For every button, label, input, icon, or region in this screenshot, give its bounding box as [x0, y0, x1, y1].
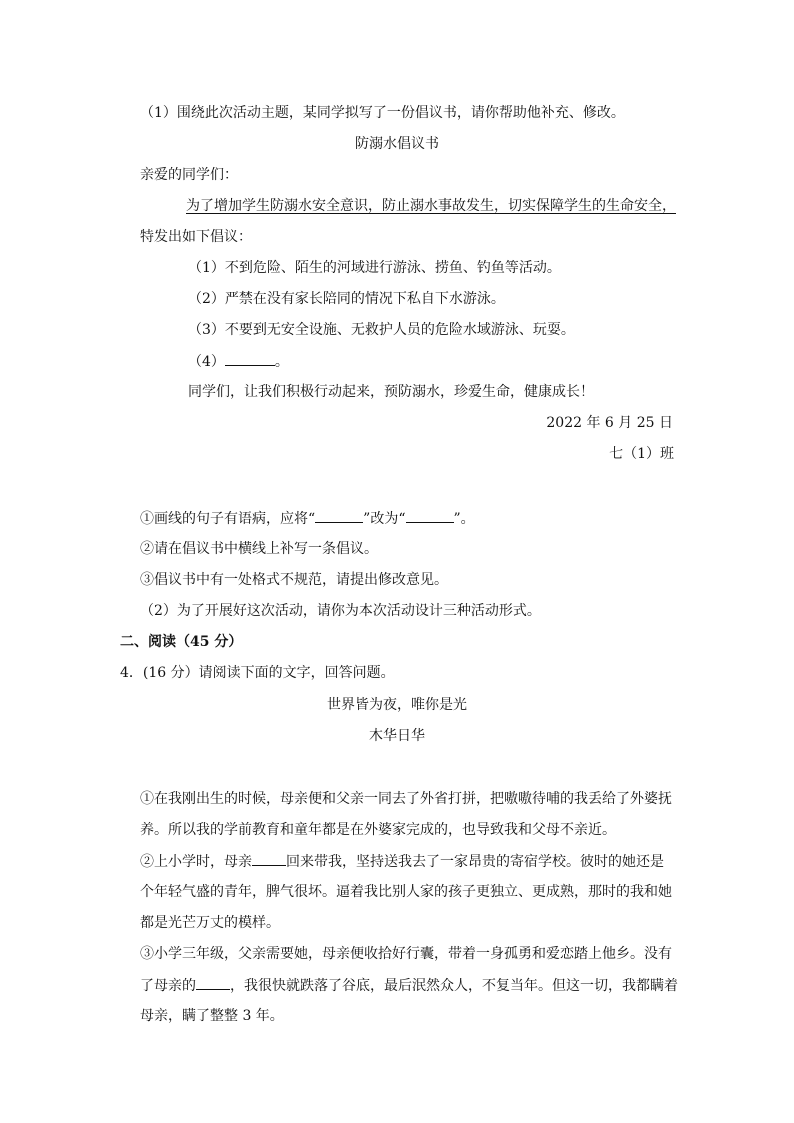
p3-line2-a: 了母亲的	[140, 978, 196, 994]
p2-line1-a: ②上小学时，母亲	[140, 854, 252, 870]
paragraph-3-line-3: 母亲，瞒了整整 3 年。	[140, 1008, 284, 1024]
paragraph-1-line-1: ①在我刚出生的时候，母亲便和父亲一同去了外省打拼，把嗷嗷待哺的我丢给了外婆抚	[140, 791, 672, 807]
paragraph-2-line-1	[140, 851, 664, 872]
date: 2022 年 6 月 25 日	[546, 415, 673, 431]
question-2: （2）为了开展好这次活动，请你为本次活动设计三种活动形式。	[140, 603, 541, 619]
article-title: 世界皆为夜，唯你是光	[327, 697, 467, 713]
continuation: 特发出如下倡议：	[140, 229, 252, 245]
proposal-item-3: （3）不要到无安全设施、无救护人员的危险水域游泳、玩耍。	[188, 322, 575, 338]
sub-question-3: ③倡议书中有一处格式不规范，请提出修改意见。	[140, 572, 448, 588]
proposal-item-2: （2）严禁在没有家长陪同的情况下私自下水游泳。	[188, 291, 505, 307]
item4-suffix: 。	[274, 354, 289, 370]
sub1-mid: ”改为“	[363, 511, 406, 527]
paragraph-2-line-2: 个年轻气盛的青年，脾气很坏。逼着我比别人家的孩子更独立、更成熟，那时的我和她	[140, 884, 672, 900]
paragraph-3-line-2	[140, 975, 678, 996]
answer-blank-item4[interactable]	[225, 351, 275, 366]
proposal-item-4	[188, 351, 289, 372]
answer-blank-original[interactable]	[315, 508, 363, 523]
answer-blank-p3[interactable]	[196, 975, 230, 990]
underlined-sentence: 为了增加学生防溺水安全意识，防止溺水事故发生，切实保障学生的生命安全，	[186, 198, 676, 214]
salutation: 亲爱的同学们：	[140, 167, 238, 183]
answer-blank-p2[interactable]	[252, 851, 286, 866]
item4-prefix: （4）	[188, 354, 225, 370]
closing: 同学们，让我们积极行动起来，预防溺水，珍爱生命，健康成长！	[188, 384, 594, 400]
paragraph-1-line-2: 养。所以我的学前教育和童年都是在外婆家完成的，也导致我和父母不亲近。	[140, 822, 616, 838]
sub-question-1	[140, 508, 475, 529]
signature: 七（1）班	[609, 446, 674, 462]
p3-line2-b: ，我很快就跌落了谷底，最后泯然众人，不复当年。但这一切，我都瞒着	[230, 978, 678, 994]
section-heading: 二、阅读（45 分）	[120, 634, 243, 650]
q1-intro: （1）围绕此次活动主题，某同学拟写了一份倡议书，请你帮助他补充、修改。	[140, 105, 625, 121]
letter-title: 防溺水倡议书	[355, 136, 439, 152]
paragraph-2-line-3: 都是光芒万丈的模样。	[140, 915, 280, 931]
answer-blank-corrected[interactable]	[406, 508, 454, 523]
paragraph-3-line-1: ③小学三年级，父亲需要她，母亲便收拾好行囊，带着一身孤勇和爱恋踏上他乡。没有	[140, 946, 672, 962]
sub-question-2: ②请在倡议书中横线上补写一条倡议。	[140, 541, 378, 557]
sub1-suffix: ”。	[453, 511, 475, 527]
proposal-item-1: （1）不到危险、陌生的河域进行游泳、捞鱼、钓鱼等活动。	[188, 260, 561, 276]
article-author: 木华日华	[369, 728, 425, 744]
question-4-intro: 4．(16 分）请阅读下面的文字，回答问题。	[120, 665, 395, 681]
p2-line1-b: 回来带我，坚持送我去了一家昂贵的寄宿学校。彼时的她还是	[286, 854, 664, 870]
sub1-prefix: ①画线的句子有语病，应将“	[140, 511, 316, 527]
